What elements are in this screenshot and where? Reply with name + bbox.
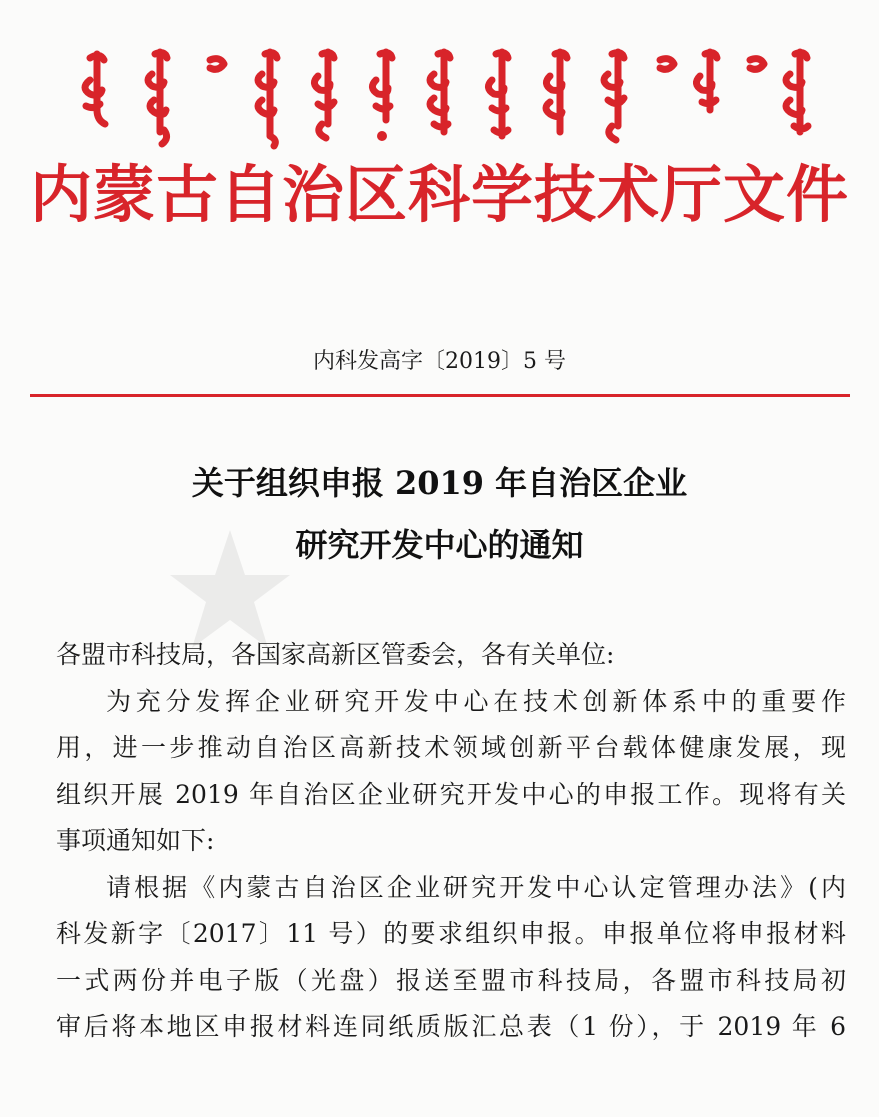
notice-title xyxy=(0,452,879,576)
notice-title-line-2: 研究开发中心的通知 xyxy=(295,526,584,564)
paragraph-1-line-3: 组织开展 2019 年自治区企业研究开发中心的申报工作。现将有关 xyxy=(56,779,846,809)
document-number: 内科发高字〔2019〕5 号 xyxy=(313,349,566,374)
paragraph-2-line-3: 一式两份并电子版（光盘）报送至盟市科技局，各盟市科技局初 xyxy=(56,965,846,995)
paragraph-1-line-1: 为充分发挥企业研究开发中心在技术创新体系中的重要作 xyxy=(106,686,846,716)
paragraph-1-line-2: 用，进一步推动自治区高新技术领域创新平台载体健康发展，现 xyxy=(56,733,846,762)
mongolian-script-icon xyxy=(60,40,820,150)
notice-title-line-1: 关于组织申报 2019 年自治区企业 xyxy=(191,464,688,502)
notice-body xyxy=(56,632,846,1051)
red-divider-line xyxy=(30,394,850,397)
mongolian-title xyxy=(60,40,820,150)
paragraph-1-line-4: 事项通知如下: xyxy=(56,826,215,855)
paragraph-2-line-4: 审后将本地区申报材料连同纸质版汇总表（1 份），于 2019 年 6 xyxy=(56,1012,846,1041)
paragraph-2-line-1: 请根据《内蒙古自治区企业研究开发中心认定管理办法》(内 xyxy=(106,872,846,902)
paragraph-2-line-2: 科发新字〔2017〕11 号）的要求组织申报。申报单位将申报材料 xyxy=(56,919,846,948)
salutation: 各盟市科技局，各国家高新区管委会，各有关单位: xyxy=(56,640,615,669)
issuing-authority-title: 内蒙古自治区科学技术厅文件 xyxy=(29,158,849,231)
